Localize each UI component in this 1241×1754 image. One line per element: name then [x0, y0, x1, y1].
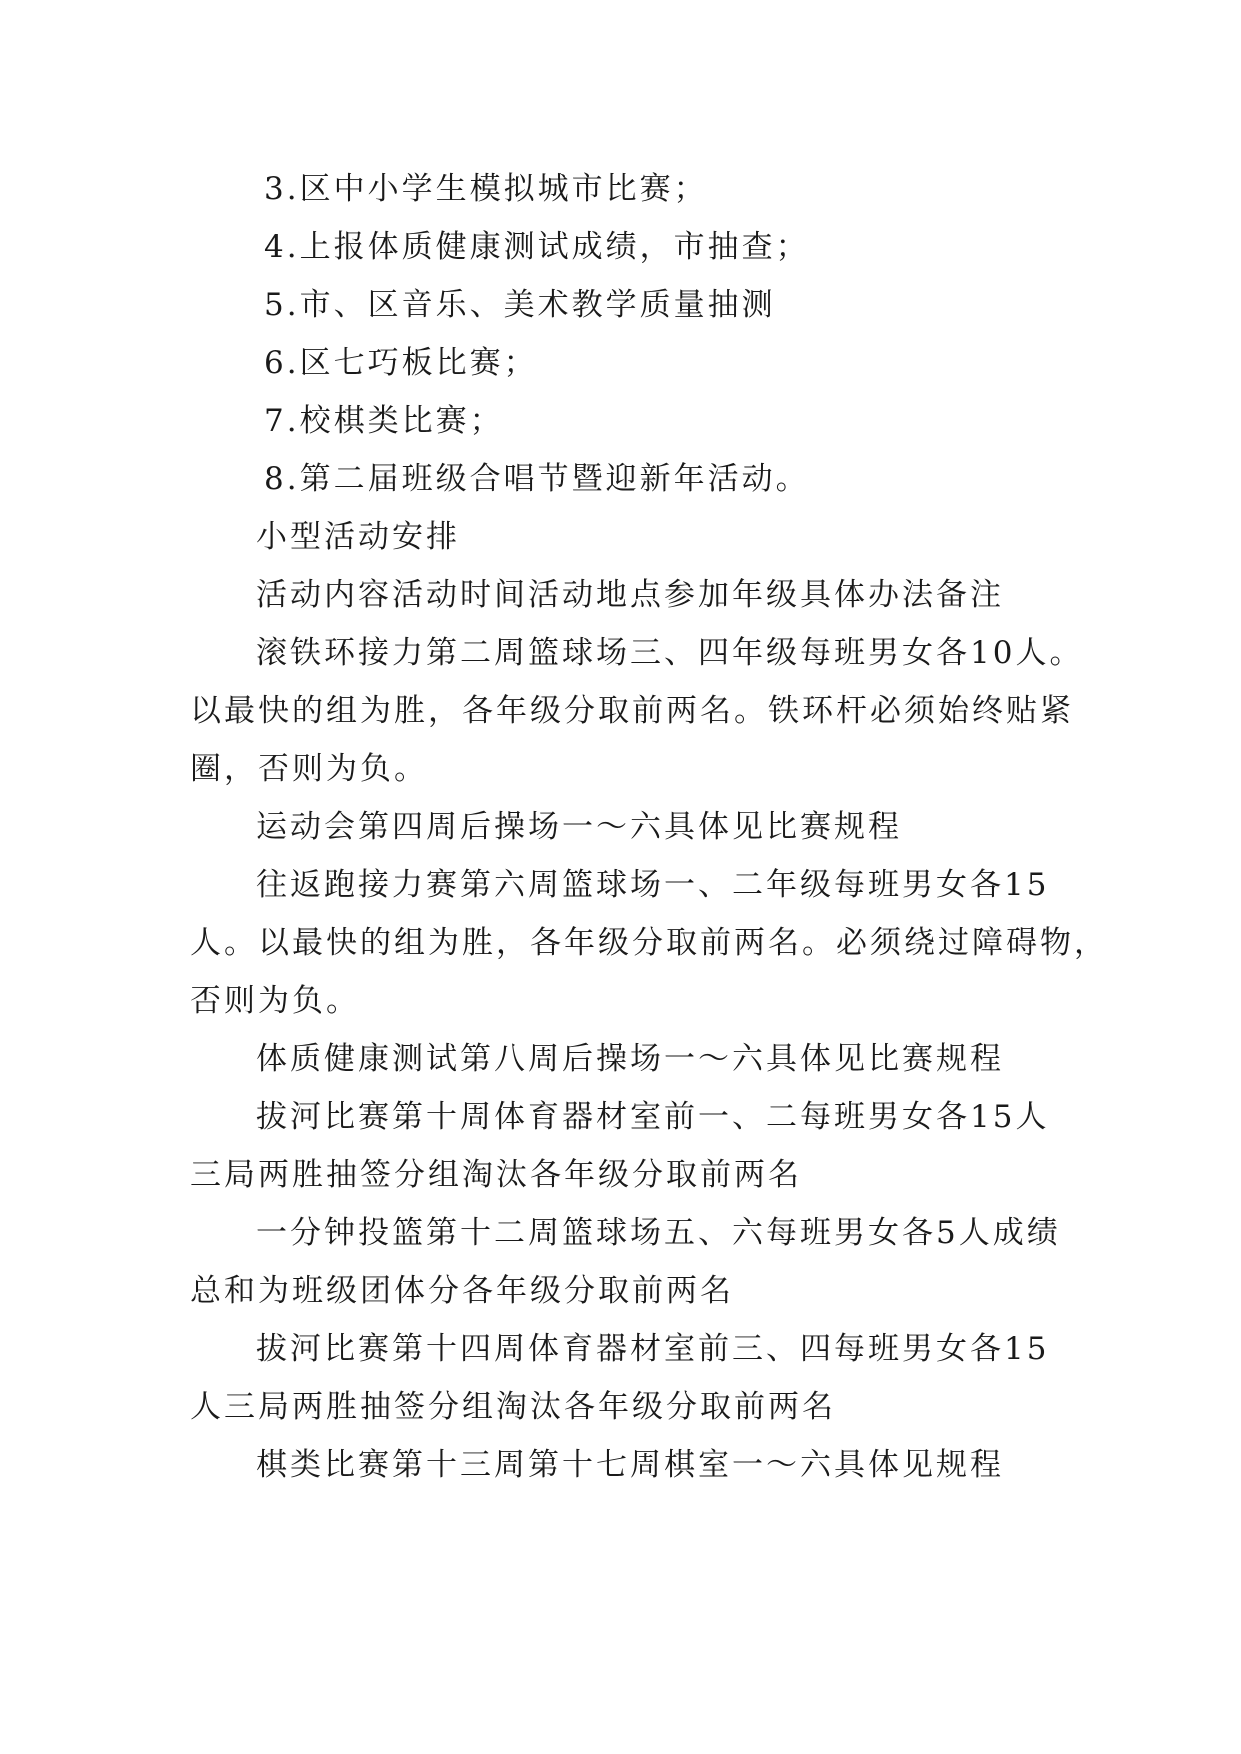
- entry-tug-of-war-2: 拔河比赛第十四周体育器材室前三、四每班男女各15: [256, 1331, 1050, 1367]
- entry-shuttle-relay-cont: 否则为负。: [190, 983, 360, 1019]
- list-item-3: 3.区中小学生模拟城市比赛；: [264, 171, 708, 207]
- list-item-4: 4.上报体质健康测试成绩，市抽查；: [264, 229, 810, 265]
- entry-tug-of-war-1: 拔河比赛第十周体育器材室前一、二每班男女各15人: [256, 1099, 1050, 1135]
- entry-tug-of-war-1-cont: 三局两胜抽签分组淘汰各年级分取前两名: [190, 1157, 802, 1193]
- entry-tug-of-war-2-cont: 人三局两胜抽签分组淘汰各年级分取前两名: [190, 1389, 836, 1425]
- entry-sports-meet: 运动会第四周后操场一～六具体见比赛规程: [256, 809, 902, 845]
- list-item-6: 6.区七巧板比赛；: [264, 345, 538, 381]
- entry-one-minute-shooting-cont: 总和为班级团体分各年级分取前两名: [190, 1273, 734, 1309]
- entry-shuttle-relay-cont: 人。以最快的组为胜，各年级分取前两名。必须绕过障碍物，: [190, 925, 1108, 961]
- list-item-5: 5.市、区音乐、美术教学质量抽测: [264, 287, 776, 323]
- entry-fitness-test: 体质健康测试第八周后操场一～六具体见比赛规程: [256, 1041, 1004, 1077]
- entry-shuttle-relay: 往返跑接力赛第六周篮球场一、二年级每班男女各15: [256, 867, 1050, 903]
- entry-chess-competition: 棋类比赛第十三周第十七周棋室一～六具体见规程: [256, 1447, 1004, 1483]
- list-item-7: 7.校棋类比赛；: [264, 403, 504, 439]
- entry-rolling-hoop-relay-cont: 以最快的组为胜，各年级分取前两名。铁环杆必须始终贴紧: [190, 693, 1074, 729]
- section-heading: 小型活动安排: [256, 519, 460, 555]
- document-body: [190, 160, 1108, 1494]
- list-item-8: 8.第二届班级合唱节暨迎新年活动。: [264, 461, 810, 497]
- entry-rolling-hoop-relay: 滚铁环接力第二周篮球场三、四年级每班男女各10人。: [256, 635, 1084, 671]
- entry-one-minute-shooting: 一分钟投篮第十二周篮球场五、六每班男女各5人成绩: [256, 1215, 1061, 1251]
- table-header-line: 活动内容活动时间活动地点参加年级具体办法备注: [256, 577, 1004, 613]
- entry-rolling-hoop-relay-cont: 圈，否则为负。: [190, 751, 428, 787]
